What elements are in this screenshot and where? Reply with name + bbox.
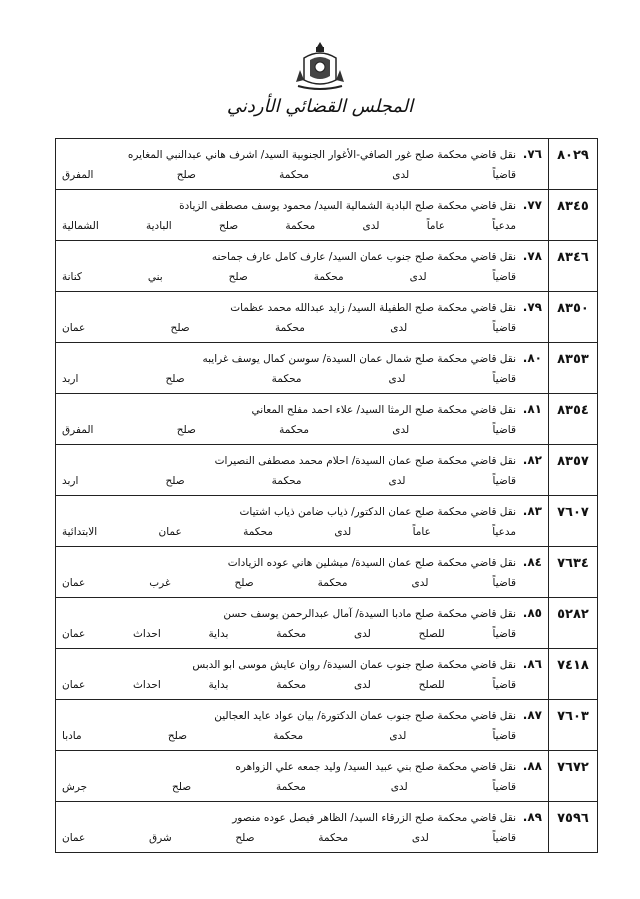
new-position: قاضياً لدى محكمة صلح اربد [62, 373, 516, 385]
sequence-number: ٨٦. [522, 657, 542, 671]
table-row [56, 292, 598, 343]
council-name: المجلس القضائي الأردني [226, 96, 414, 117]
entry-cell [56, 496, 549, 547]
new-position: مدعياً عاماً لدى محكمة صلح البادية الشمالية [62, 220, 516, 232]
table-row [56, 751, 598, 802]
new-position: قاضياً لدى محكمة صلح مادبا [62, 730, 516, 742]
sequence-number: ٧٦. [522, 147, 542, 161]
transfer-description: نقل قاضي محكمة صلح الطفيلة السيد/ زايد عبدالله محمد عظمات [230, 302, 516, 314]
sequence-number: ٨٨. [522, 759, 542, 773]
transfer-description: نقل قاضي محكمة صلح جنوب عمان السيد/ عارف كامل عارف جماحنه [211, 251, 516, 263]
file-number: ٨٠٢٩ [549, 139, 598, 190]
sequence-number: ٨٩. [522, 810, 542, 824]
sequence-number: ٨١. [522, 402, 542, 416]
new-position: قاضياً لدى محكمة صلح بني كنانة [62, 271, 516, 283]
transfer-description: نقل قاضي محكمة صلح عمان السيدة/ احلام محمد مصطفى النصيرات [214, 455, 516, 467]
transfer-description: نقل قاضي محكمة صلح عمان السيدة/ ميشلين هاني عوده الزيادات [227, 557, 516, 569]
new-position: قاضياً لدى محكمة صلح غرب عمان [62, 577, 516, 589]
file-number: ٧٦٠٣ [549, 700, 598, 751]
new-position: قاضياً لدى محكمة صلح عمان [62, 322, 516, 334]
entry-cell [56, 241, 549, 292]
new-position: قاضياً لدى محكمة صلح جرش [62, 781, 516, 793]
table-row [56, 139, 598, 190]
file-number: ٧٤١٨ [549, 649, 598, 700]
transfer-description: نقل قاضي محكمة صلح الرمثا السيد/ علاء احمد مفلح المعاني [251, 404, 516, 416]
entry-cell [56, 598, 549, 649]
table-row [56, 649, 598, 700]
sequence-number: ٧٨. [522, 249, 542, 263]
transfer-description: نقل قاضي محكمة صلح غور الصافي-الأغوار الجنوبية السيد/ اشرف هاني عبدالنبي المغايره [127, 149, 516, 161]
transfer-description: نقل قاضي محكمة صلح بني عبيد السيد/ وليد جمعه علي الزواهره [235, 761, 516, 773]
entry-cell [56, 547, 549, 598]
transfer-description: نقل قاضي محكمة صلح الزرقاء السيد/ الظاهر فيصل عوده منصور [232, 812, 516, 824]
transfer-description: نقل قاضي محكمة صلح عمان الدكتور/ ذياب ضامن ذياب اشتيات [239, 506, 516, 518]
transfer-description: نقل قاضي محكمة صلح البادية الشمالية السيد/ محمود يوسف مصطفى الزيادة [179, 200, 516, 212]
file-number: ٨٣٥٠ [549, 292, 598, 343]
table-row [56, 241, 598, 292]
sequence-number: ٨٠. [522, 351, 542, 365]
file-number: ٨٣٥٤ [549, 394, 598, 445]
file-number: ٧٦٧٢ [549, 751, 598, 802]
transfers-table [55, 138, 598, 853]
table-row [56, 496, 598, 547]
file-number: ٨٣٤٦ [549, 241, 598, 292]
new-position: قاضياً لدى محكمة صلح اربد [62, 475, 516, 487]
sequence-number: ٨٣. [522, 504, 542, 518]
table-row [56, 700, 598, 751]
letterhead [0, 40, 640, 120]
file-number: ٧٦٣٤ [549, 547, 598, 598]
sequence-number: ٧٧. [522, 198, 542, 212]
transfer-description: نقل قاضي محكمة صلح جنوب عمان الدكتورة/ بيان عواد عايد العجالين [214, 710, 516, 722]
table-row [56, 598, 598, 649]
entry-cell [56, 700, 549, 751]
new-position: قاضياً لدى محكمة صلح شرق عمان [62, 832, 516, 844]
new-position: قاضياً للصلح لدى محكمة بداية احداث عمان [62, 679, 516, 691]
entry-cell [56, 190, 549, 241]
entry-cell [56, 139, 549, 190]
table-row [56, 343, 598, 394]
entry-cell [56, 649, 549, 700]
new-position: قاضياً للصلح لدى محكمة بداية احداث عمان [62, 628, 516, 640]
table-row [56, 394, 598, 445]
entry-cell [56, 394, 549, 445]
sequence-number: ٨٢. [522, 453, 542, 467]
new-position: مدعياً عاماً لدى محكمة عمان الابتدائية [62, 526, 516, 538]
new-position: قاضياً لدى محكمة صلح المفرق [62, 424, 516, 436]
new-position: قاضياً لدى محكمة صلح المفرق [62, 169, 516, 181]
file-number: ٥٢٨٢ [549, 598, 598, 649]
transfer-description: نقل قاضي محكمة صلح مادبا السيدة/ آمال عبدالرحمن يوسف حسن [223, 608, 516, 620]
file-number: ٧٦٠٧ [549, 496, 598, 547]
jordan-coat-of-arms-icon [290, 40, 350, 92]
entry-cell [56, 802, 549, 853]
sequence-number: ٨٧. [522, 708, 542, 722]
file-number: ٧٥٩٦ [549, 802, 598, 853]
entry-cell [56, 445, 549, 496]
table-row [56, 190, 598, 241]
file-number: ٨٣٥٣ [549, 343, 598, 394]
entry-cell [56, 292, 549, 343]
sequence-number: ٨٤. [522, 555, 542, 569]
file-number: ٨٣٤٥ [549, 190, 598, 241]
entry-cell [56, 343, 549, 394]
transfer-description: نقل قاضي محكمة صلح شمال عمان السيدة/ سوسن كمال يوسف غرايبه [202, 353, 516, 365]
sequence-number: ٧٩. [522, 300, 542, 314]
file-number: ٨٣٥٧ [549, 445, 598, 496]
table-row [56, 547, 598, 598]
table-row [56, 445, 598, 496]
entry-cell [56, 751, 549, 802]
sequence-number: ٨٥. [522, 606, 542, 620]
table-row [56, 802, 598, 853]
transfer-description: نقل قاضي محكمة صلح جنوب عمان السيدة/ روان عايش موسى ابو الدبس [192, 659, 516, 671]
